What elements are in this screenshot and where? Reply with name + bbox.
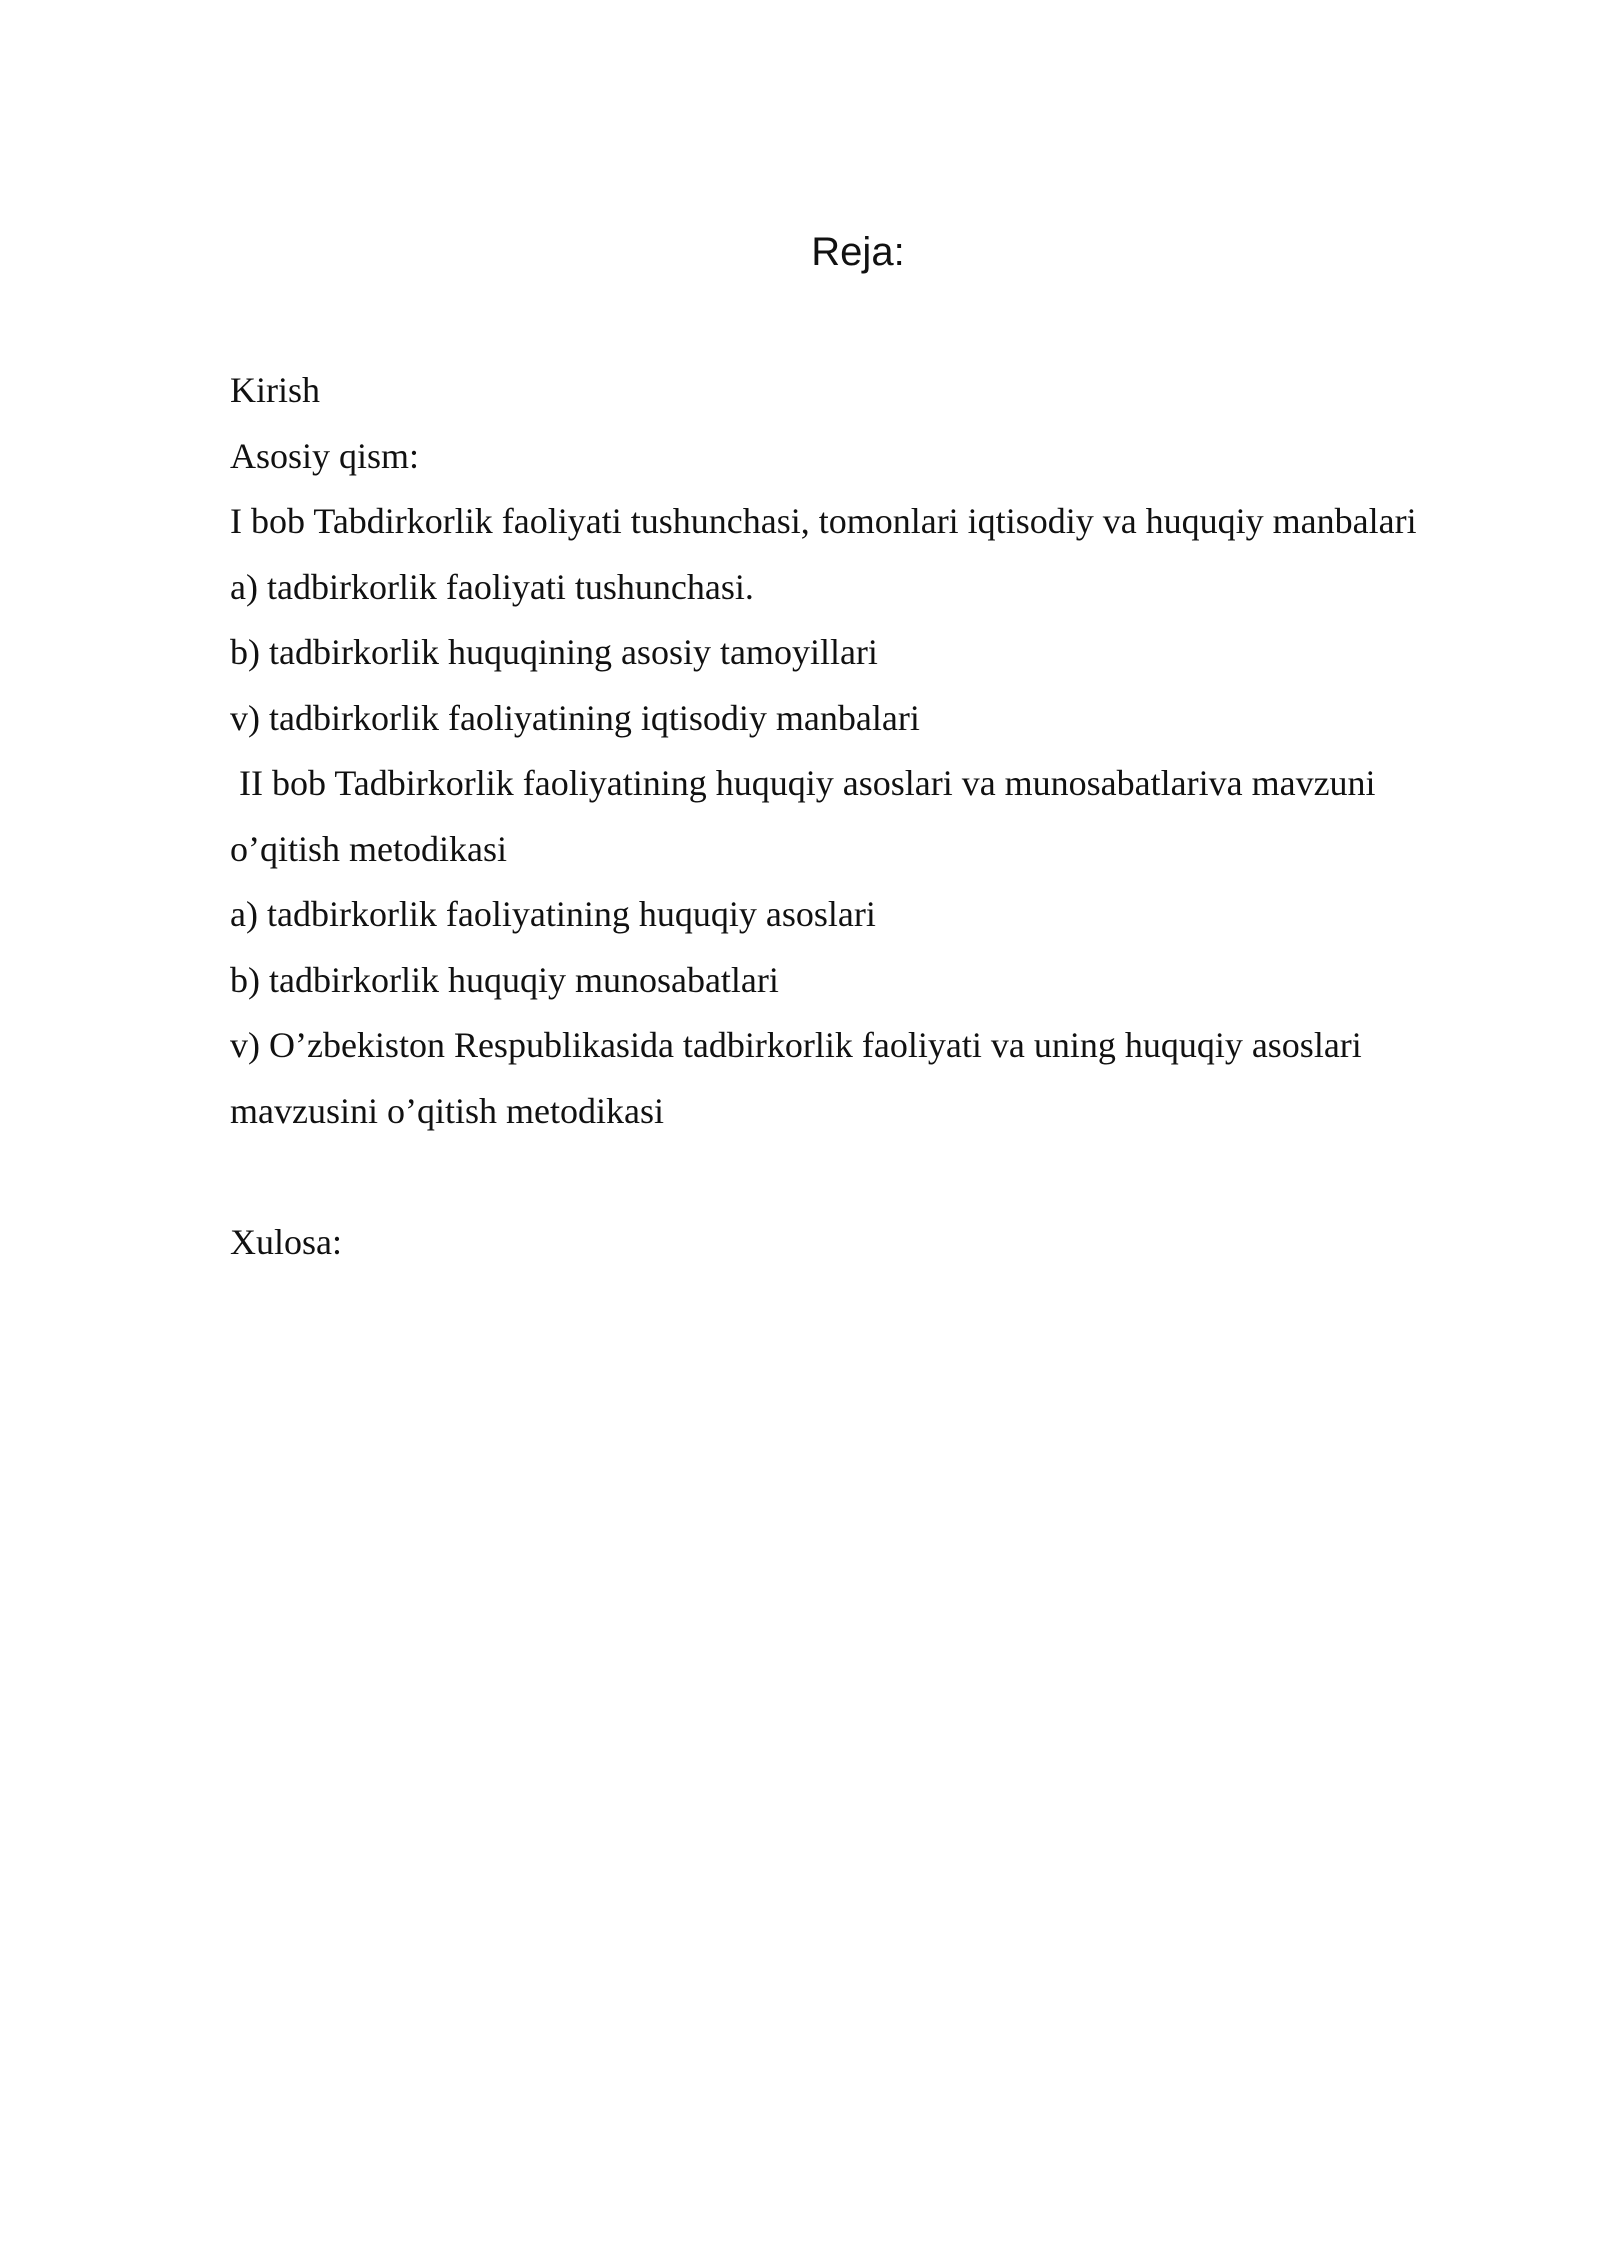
spacer bbox=[230, 1144, 1530, 1210]
chapter2-item-v-line2: mavzusini o’qitish metodikasi bbox=[230, 1090, 664, 1131]
chapter2-heading-line2: o’qitish metodikasi bbox=[230, 828, 507, 869]
chapter1-item-v: v) tadbirkorlik faoliyatining iqtisodiy manbalari bbox=[230, 697, 920, 738]
plan-item-main-part: Asosiy qism: bbox=[230, 435, 420, 476]
plan-item-intro: Kirish bbox=[230, 370, 320, 410]
page-title: Reja: bbox=[811, 230, 905, 274]
chapter1-heading: I bob Tabdirkorlik faoliyati tushunchasi, tomonlari iqtisodiy va huquqiy manbalari bbox=[230, 501, 1417, 541]
chapter2-item-a: a) tadbirkorlik faoliyatining huquqiy asoslari bbox=[230, 894, 876, 934]
plan-item-conclusion: Xulosa: bbox=[230, 1221, 342, 1262]
chapter2-heading-line1: II bob Tadbirkorlik faoliyatining huquqiy asoslari va munosabatlariva mavzuni bbox=[239, 763, 1376, 803]
chapter2-item-b: b) tadbirkorlik huquqiy munosabatlari bbox=[230, 959, 779, 1000]
chapter1-item-b: b) tadbirkorlik huquqining asosiy tamoyillari bbox=[230, 632, 878, 672]
chapter1-item-a: a) tadbirkorlik faoliyati tushunchasi. bbox=[230, 566, 754, 607]
chapter2-item-v-line1: v) O’zbekiston Respublikasida tadbirkorlik faoliyati va uning huquqiy asoslari bbox=[230, 1025, 1362, 1065]
plan-list bbox=[230, 358, 1530, 1275]
